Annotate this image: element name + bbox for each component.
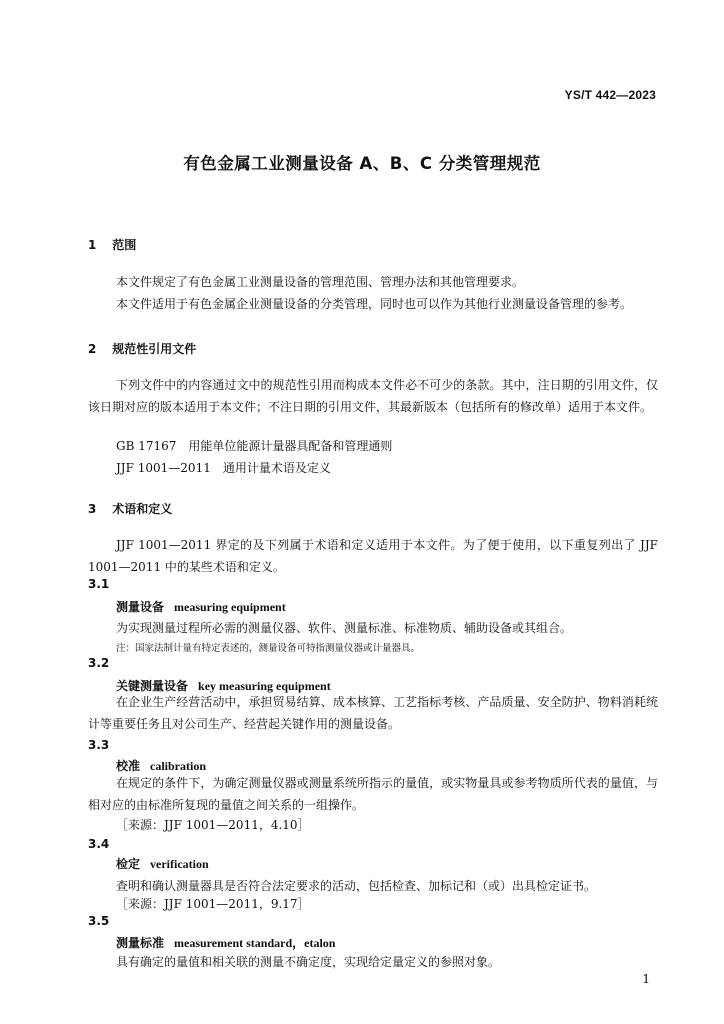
term-name-en: measuring equipment <box>174 600 286 614</box>
term-name-en: measurement standard，etalon <box>174 936 336 950</box>
term-name-en: verification <box>150 857 209 871</box>
term-name <box>116 598 286 615</box>
terms-intro-paragraph: JJF 1001—2011 界定的及下列属于术语和定义适用于本文件。为了便于使用，以下重复列出了 JJF 1001—2011 中的某些术语和定义。 <box>88 538 658 574</box>
term-name-en: key measuring equipment <box>198 679 331 693</box>
term-source: ［来源：JJF 1001—2011，4.10］ <box>116 818 310 832</box>
term-definition: 具有确定的量值和相关联的测量不确定度，实现给定量定义的参照对象。 <box>116 955 501 969</box>
reference-jjf1001: JJF 1001—2011 通用计量术语及定义 <box>116 461 331 475</box>
term-name-en: calibration <box>150 759 207 773</box>
scope-paragraph-2: 本文件适用于有色金属企业测量设备的分类管理，同时也可以作为其他行业测量设备管理的参考。 <box>116 297 633 311</box>
term-definition: 在规定的条件下，为确定测量仪器或测量系统所指示的量值，或实物量具或参考物质所代表的量值，与相对应的由标准所复现的量值之间关系的一组操作。 <box>88 776 658 812</box>
document-title: 有色金属工业测量设备 A、B、C 分类管理规范 <box>183 154 541 173</box>
term-name-zh: 校准 <box>116 759 141 773</box>
normative-references-paragraph: 下列文件中的内容通过文中的规范性引用而构成本文件必不可少的条款。其中，注日期的引用文件，仅该日期对应的版本适用于本文件；不注日期的引用文件，其最新版本（包括所有的修改单）适用于本文件。 <box>88 378 658 414</box>
section-title: 规范性引用文件 <box>112 342 197 356</box>
term-name-zh: 测量标准 <box>116 936 165 950</box>
section-number: 3 <box>88 502 97 516</box>
term-name <box>116 855 209 872</box>
reference-gb17167: GB 17167 用能单位能源计量器具配备和管理通则 <box>116 439 393 453</box>
term-definition: 为实现测量过程所必需的测量仪器、软件、测量标准、标准物质、辅助设备或其组合。 <box>116 621 573 635</box>
term-number: 3.4 <box>88 837 110 851</box>
term-number: 3.2 <box>88 656 110 670</box>
scope-paragraph-1: 本文件规定了有色金属工业测量设备的管理范围、管理办法和其他管理要求。 <box>116 275 525 289</box>
section-number: 1 <box>88 238 97 252</box>
section-title: 术语和定义 <box>112 502 173 516</box>
term-name-zh: 检定 <box>116 857 141 871</box>
term-note: 注：国家法制计量有特定表述的，测量设备可特指测量仪器或计量器具。 <box>116 643 421 654</box>
standard-code: YS/T 442—2023 <box>564 88 656 102</box>
page-number: 1 <box>642 972 650 986</box>
term-name-zh: 关键测量设备 <box>116 679 189 693</box>
section-1-heading <box>88 236 136 253</box>
term-name <box>116 934 335 951</box>
section-title: 范围 <box>112 238 137 252</box>
term-number: 3.5 <box>88 914 110 928</box>
term-number: 3.1 <box>88 577 110 591</box>
term-name-zh: 测量设备 <box>116 600 165 614</box>
term-number: 3.3 <box>88 738 110 752</box>
section-2-heading <box>88 340 196 357</box>
term-definition: 查明和确认测量器具是否符合法定要求的活动，包括检查、加标记和（或）出具检定证书。 <box>116 879 597 893</box>
section-3-heading <box>88 500 172 517</box>
section-number: 2 <box>88 342 97 356</box>
term-source: ［来源：JJF 1001—2011，9.17］ <box>116 897 310 911</box>
term-definition: 在企业生产经营活动中，承担贸易结算、成本核算、工艺指标考核、产品质量、安全防护、物料消耗统计等重要任务且对公司生产、经营起关键作用的测量设备。 <box>88 695 658 731</box>
